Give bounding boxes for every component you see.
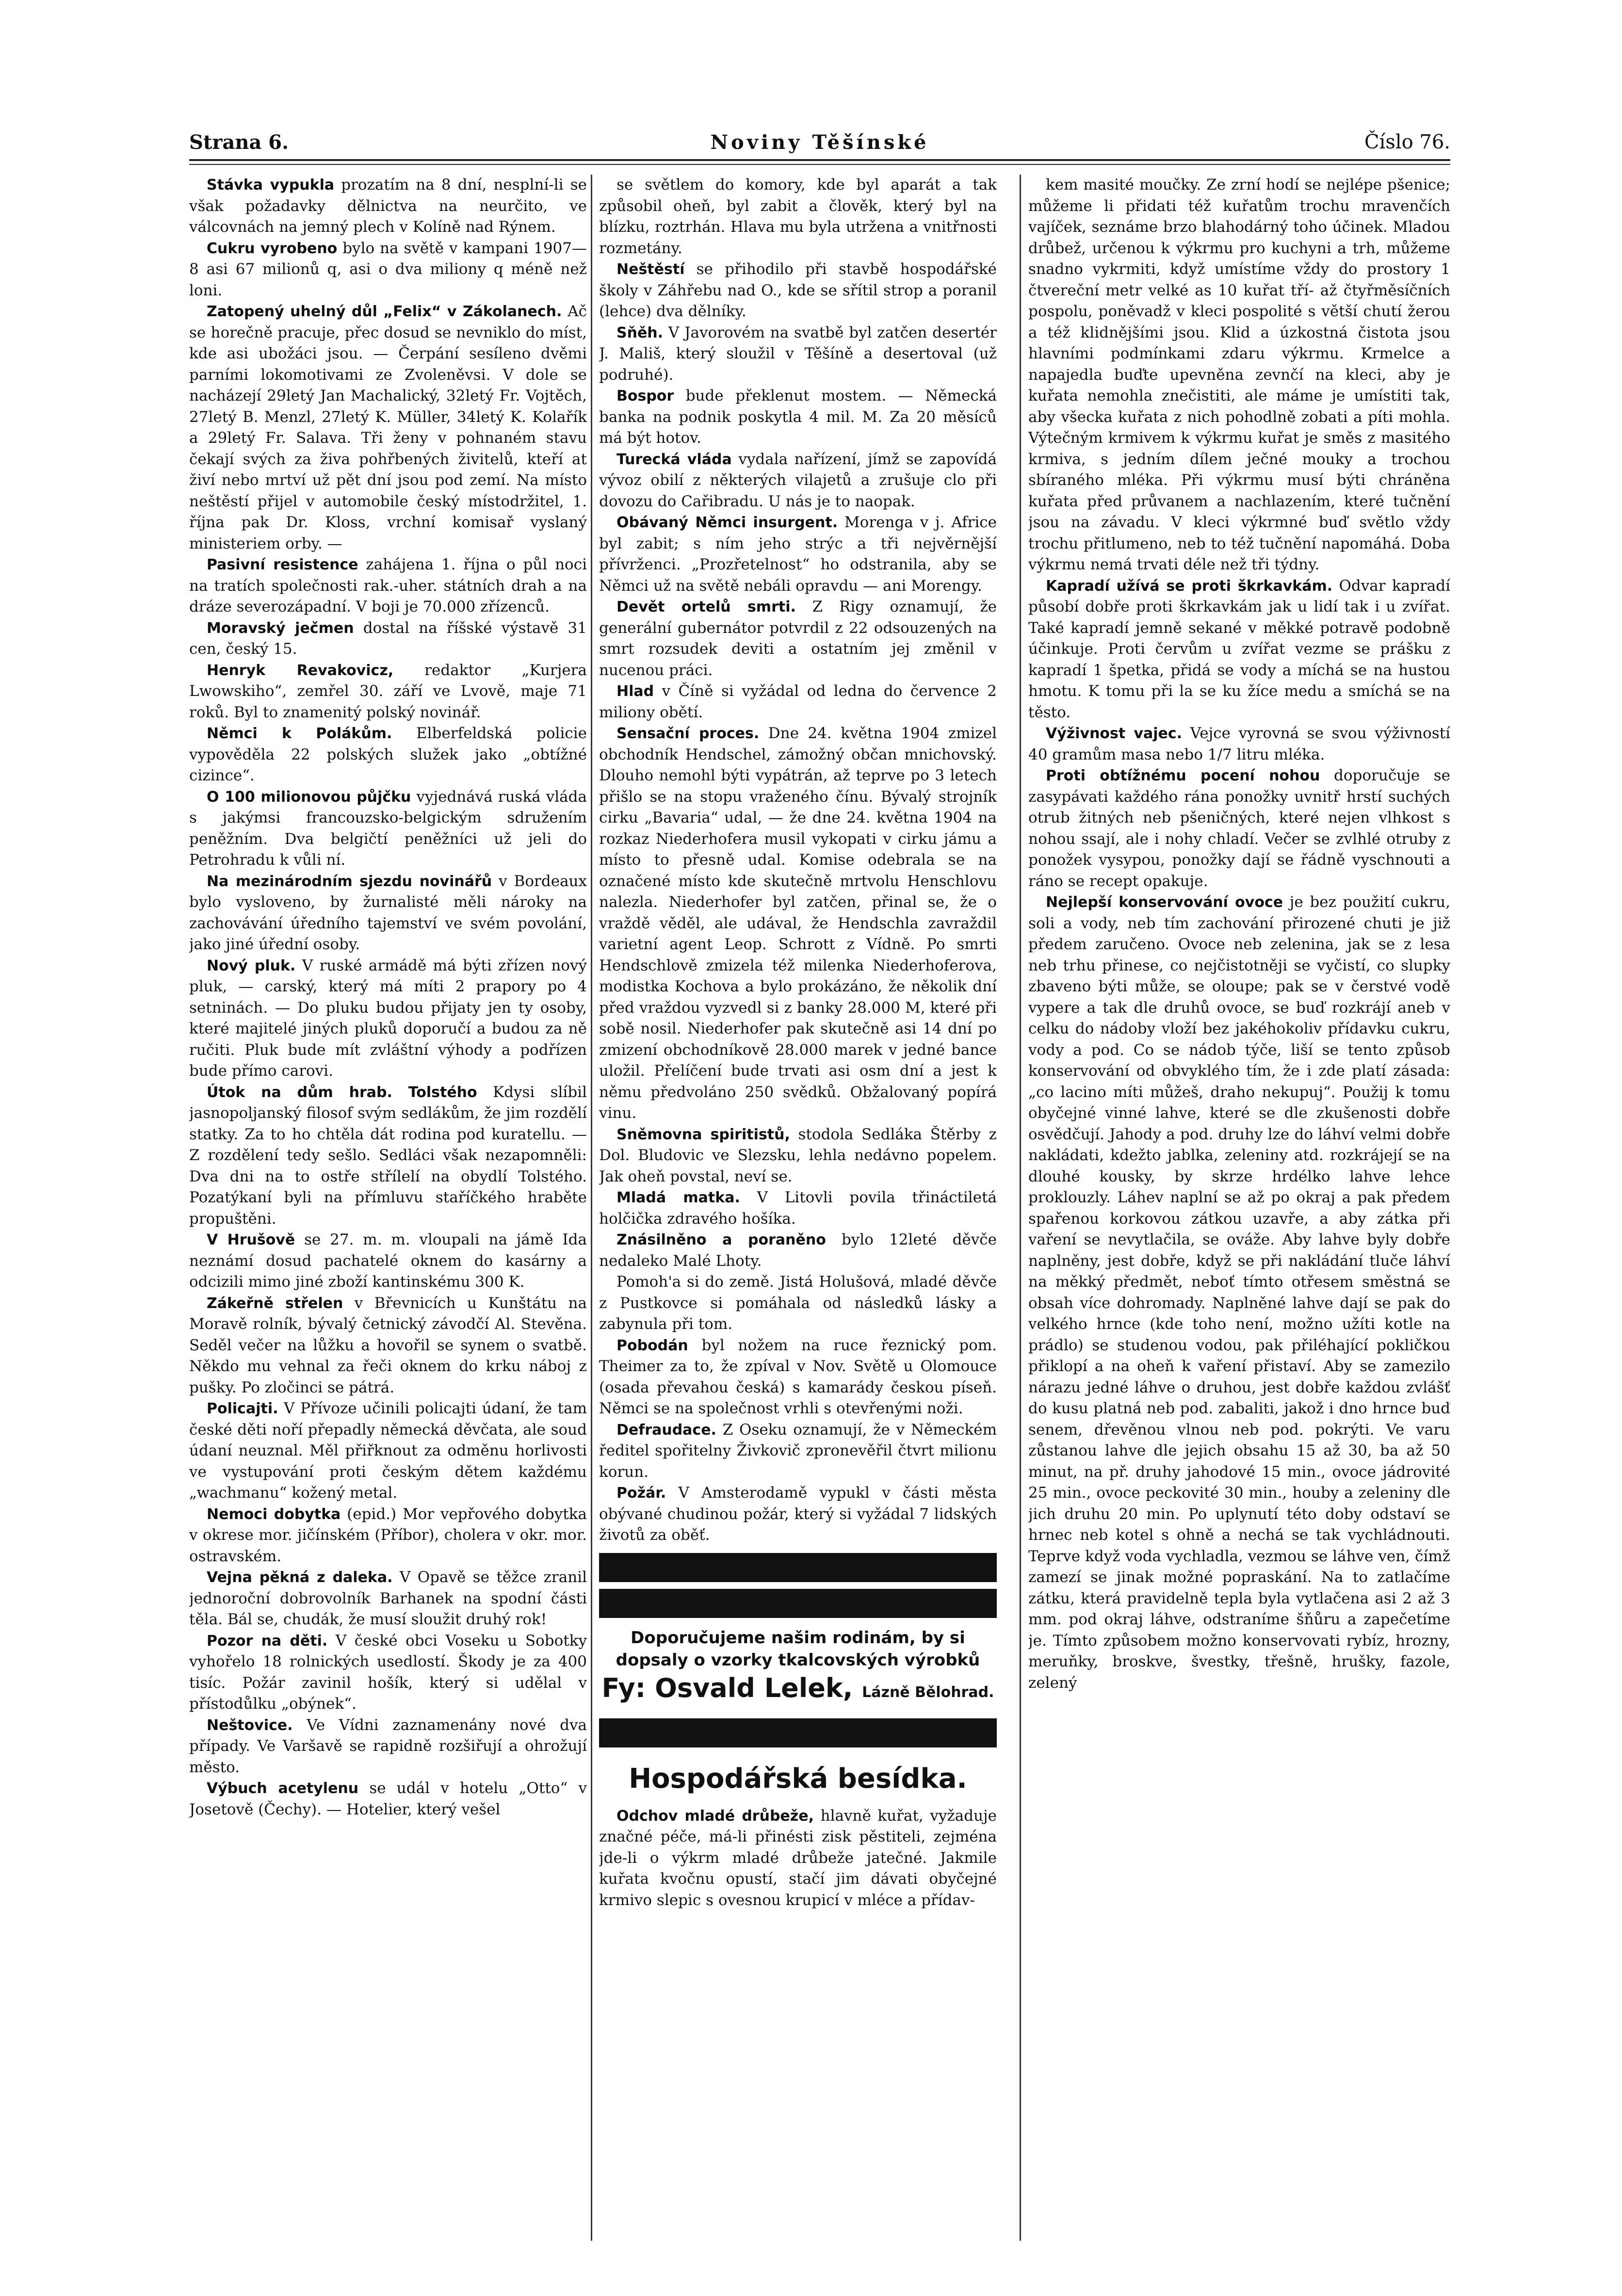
article-headline: O 100 milionovou půjčku [207, 788, 411, 806]
issue-number: Číslo 76. [1364, 131, 1450, 153]
article-text: Z Oseku oznamují, že v Německém ředitel spořitelny Živkovič zpronevěřil čtvrt milionu korun. [599, 1421, 997, 1481]
article-headline: Útok na dům hrab. Tolstého [207, 1083, 477, 1101]
article-headline: Výbuch acetylenu [207, 1780, 359, 1797]
article-text: Odvar kapradí působí dobře proti škrkavkám jak u lidí tak i u zvířat. Také kapradí jemně sekané v měkké potravě podobně účinkuje. Proti červům u zvířat vezme se prášku z kapradí 1 špetka, přidá se vody a míchá se na hustou hmotu. K tomu při la se ku žíce medu a smíchá se na těsto. [1028, 577, 1450, 721]
article-text: bude překlenut mostem. — Německá banka na podnik poskytla 4 mil. M. Za 20 měsíců má být hotov. [599, 387, 997, 447]
article-paragraph [599, 386, 997, 449]
article-text: je bez použití cukru, soli a vody, neb tím zachování přirozené chuti je již předem zaručeno. Ovoce neb zelenina, jak se z lesa neb trhu přinese, co nejčistotněji se vyčistí, co slupky zbaveno býti může, se oloupe; pak se v čerstvé vodě vypere a tak dle druhů ovoce, se buď rozkrájí aneb v celku do nádoby vloží bez jakéhokoliv přídavku cukru, vody a pod. Co se nádob týče, liší se tento způsob konservování od obvyklého tím, že i zde platí zásada: „co lacino míti můžeš, draho nekupuj“. Použij k tomu obyčejné vinné lahve, které se dle zkušenosti dobře osvědčují. Jahody a pod. druhy lze do láhví velmi dobře nakládati, kdežto jablka, zeleniny atd. rozkrájejí se na dlouhé kousky, by skrze hrdélko lahve lehce proklouzly. Láhev naplní se až po okraj a pak předem spařenou korkovou zátkou uzavře, a aby zátka při vaření se nevytlačila, se ováže. Aby lahve byly dobře naplněny, jest dobře, když se při nakládání tluče láhví na měkký předmět, neboť tímto otřesem směstná se obsah více dohromady. Naplněné lahve dají se pak do velkého hrnce (kde toho není, možno užíti kotle na prádlo) se studenou vodou, pak přiléhající pokličkou přiklopí a na oheň k vaření přistaví. Aby se zamezilo nárazu jedné láhve o druhou, jest dobře každou zvlášť do kusu platná neb pod. zabaliti, jakož i dno hrnce buď senem, dřevěnou vlnou neb pod. pokrýti. Ve varu zůstanou lahve dle jejich obsahu 15 až 30, ba až 50 minut, na př. druhy jahodové 15 min., ovoce jádrovité 25 min., ovoce peckovité 30 min., houby a zeleniny dle jich druhu 20 min. Po uplynutí této doby odstaví se hrnec neb kotel s ohně a nechá se tak vychládnouti. Teprve když voda vychladla, vezmou se láhve ven, čímž zamezí se jinak možné popraskání. Na to zatlačíme zátku, která pravidelně tepla byla vytlačena asi 2 až 3 mm. pod okraj láhve, odstraníme šňůru a zapečetíme je. Tímto způsobem možno konservovati rybíz, hrozny, meruňky, broskve, švestky, třešně, hrušky, fazole, zelený [1028, 893, 1450, 1692]
article-paragraph [189, 1229, 587, 1293]
article-text: V Amsterodamě vypukl v části města obývané chudinou požár, který si vyžádal 7 lidských životů za oběť. [599, 1484, 997, 1544]
article-paragraph [599, 1187, 997, 1229]
article-headline: Kapradí užívá se proti škrkavkám. [1046, 577, 1333, 595]
header-rule [189, 159, 1450, 161]
article-headline: Zatopený uhelný důl „Felix“ v Zákolanech. [207, 303, 562, 320]
article-headline: Obávaný Němci insurgent. [616, 514, 838, 531]
article-text: Pomoh'a si do země. Jistá Holušová, mladé děvče z Pustkovce si pomáhala od následků lásky a zabynula při tom. [599, 1273, 997, 1333]
article-text: V Přívoze učinili policajti údaní, že tam české děti noří přepadly německá děvčata, ale soud údaní neuznal. Měl přiřknout za odměnu horlivosti ve vystupování proti českým dětem každému „wachmanu“ kožený metal. [189, 1400, 587, 1502]
column-1 [189, 175, 587, 2241]
ad-prefix: Fy: [601, 1672, 646, 1703]
article-headline: Zákeřně střelen [207, 1294, 343, 1312]
newspaper-title: Noviny Těšínské [710, 131, 929, 154]
article-text: v Bordeaux bylo vysloveno, by žurnalisté měli nároky na zachovávání úředního tajemství ve svém povolání, jako jiné úřední osoby. [189, 872, 587, 953]
article-paragraph [189, 175, 587, 238]
article-text: Dne 24. května 1904 zmizel obchodník Hendschel, zámožný občan mnichovský. Dlouho nemohl býti vypátrán, až teprve po 3 letech přišlo se na stopu vraženého čínu. Bývalý strojník cirku „Bavaria“ udal, — že dne 24. května 1904 na rozkaz Niederhofera musil vykopati v cirku jámu a místo to přesně udal. Komise odebrala se na označené místo kde skutečně mrtvolu Henschlovu nalezla. Niederhofer byl zatčen, přinal se, že o vraždě věděl, ale udával, že Hendschla zavraždil varietní agent Leop. Schrott z Vídně. Po smrti Hendschlově zmizela též milenka Niederhoferova, modistka Kochova a bylo prokázáno, že několik dní před vraždou vyzvedl si z banky 28.000 M, které při sobě nosil. Niederhofer pak skutečně asi 14 dní po zmizení obchodníkově 28.000 marek v jedné bance uložil. Přelíčení bude trvati asi osm dní a jest k němu předvoláno 250 svědků. Obžalovaný popírá vinu. [599, 725, 997, 1122]
article-paragraph [189, 238, 587, 302]
article-paragraph [189, 723, 587, 787]
article-paragraph [189, 660, 587, 724]
article-paragraph [189, 554, 587, 618]
article-paragraph [1028, 175, 1450, 576]
article-headline: Na mezinárodním sjezdu novinářů [207, 873, 492, 890]
article-text: dostal na říšské výstavě 31 cen, český 15. [189, 619, 587, 658]
article-headline: Pasivní resistence [207, 556, 358, 573]
article-headline: Nemoci dobytka [207, 1505, 341, 1523]
article-headline: Znásilněno a poraněno [616, 1231, 826, 1248]
article-text: vyjednává ruská vláda s jakýmsi francouzsko-belgickým sdružením peněžním. Dva belgičtí peněžníci už jeli do Petrohradu k vůli ní. [189, 788, 587, 869]
article-headline: Nejlepší konservování ovoce [1046, 894, 1283, 911]
article-paragraph [189, 955, 587, 1082]
column-2 [599, 175, 997, 2241]
article-headline: Nový pluk. [207, 957, 296, 974]
article-paragraph [599, 1335, 997, 1420]
article-paragraph [1028, 892, 1450, 1694]
article-text: V ruské armádě má býti zřízen nový pluk, — carský, který má míti 2 prapory po 4 setninách. — Do pluku budou přijaty jen ty osoby, které majitelé jiných pluků doporučí a budou za ně ručiti. Pluk bude mít zvláštní výhody a podřízen bude přímo carovi. [189, 956, 587, 1080]
article-headline: Němci k Polákům. [207, 725, 392, 742]
article-headline: Devět ortelů smrti. [616, 598, 796, 615]
ad-location: Lázně Bělohrad. [862, 1683, 994, 1701]
article-headline: Turecká vláda [616, 451, 732, 468]
article-paragraph [599, 512, 997, 597]
article-headline: Henryk Revakovicz, [207, 662, 394, 679]
article-paragraph [599, 323, 997, 386]
article-headline: Policajti. [207, 1400, 278, 1417]
article-headline: Vejna pěkná z daleka. [207, 1569, 393, 1586]
article-text: V Javorovém na svatbě byl zatčen desertér J. Mališ, který sloužil v Těšíně a desertoval (už podruhé). [599, 323, 997, 384]
article-text: se světlem do komory, kde byl aparát a tak způsobil oheň, byl zabit a člověk, který byl na blízku, roztrhán. Hlava mu byla utržena a vnitřnosti rozmetány. [599, 176, 997, 257]
column-divider-1 [591, 175, 592, 2241]
article-text: v Číně si vyžádal od ledna do července 2 miliony obětí. [599, 682, 997, 721]
article-headline: Stávka vypukla [207, 177, 335, 194]
article-headline: Sňěh. [616, 324, 664, 341]
article-text: se 27. m. m. vloupali na jámě Ida neznámí dosud pachatelé oknem do kasárny a odcizili mimo jiné zboží kantinskému 300 K. [189, 1231, 587, 1291]
article-paragraph [189, 1504, 587, 1568]
article-paragraph [189, 1293, 587, 1399]
article-paragraph [189, 1567, 587, 1631]
article-text: V Opavě se těžce zranil jednoroční dobrovolník Barhanek na spodní části těla. Bál se, chudák, že musí sloužit druhý rok! [189, 1568, 587, 1628]
article-text: kem masité moučky. Ze zrní hodí se nejlépe pšenice; můžeme li přidati též kuřatům trochu mravenčích vajíček, seznáme brzo blahodárný toho účinek. Mladou drůbež, určenou k výkrmu pro kuchyni a trh, můžeme snadno vykrmiti, když umístíme vždy do prostory 1 čtvereční metr velké as 10 kuřat tří- až čtyřměsíčních pospolu, poněvadž v kleci pospolité s větší chutí žerou a též klidnějšími jsou. Klid a úzkostná čistota jsou hlavními podmínkami zdaru výkrmu. Krmelce a napajedla buďte upevněna zevnčí na kleci, aby je kuřata nemohla znečistiti, ale máme je umístiti tak, aby všecka kuřata z nich pohodlně zobati a píti mohla. Výtečným krmivem k výkrmu kuřat je směs z masitého krmiva, s jedním dílem ječné mouky a trochou sbíraného mléka. Při výkrmu musí býti chráněna kuřata před průvanem a nachlazením, které tučnění jsou na závadu. V kleci výkrmné buď světlo vždy trochu přitlumeno, neb to též tučnění napomáhá. Doba výkrmu nemá trvati déle než tři týdny. [1028, 176, 1450, 573]
ad-company-line [599, 1671, 997, 1710]
article-paragraph [189, 301, 587, 554]
article-text: V české obci Voseku u Sobotky vyhořelo 18 rolnických usedlostí. Škody je za 400 tisíc. Požár zavinil hošík, který si udělal v přístodůlku „obýnek“. [189, 1632, 587, 1713]
article-headline: Výživnost vajec. [1046, 725, 1183, 742]
article-text: Ač se horečně pracuje, přec dosud se nevniklo do míst, kde asi ubožáci jsou. — Čerpání sesíleno dvěmi parními lokomotivami ze Zvoleněvsi. V dole se nacházejí 29letý Jan Machalický, 32letý Fr. Vojtěch, 27letý B. Menzl, 27letý K. Müller, 34letý K. Kolařík a 29letý Fr. Salava. Tři ženy v pohnaném stavu čekají svých za živa pohřbených živitelů, kteří at živí nebo mrtví už pět dní jsou pod zemí. Na místo neštěstí přijel v automobile český místodržitel, 1. října pak Dr. Kloss, vrchní komisař vyslaný ministeriem orby. — [189, 303, 587, 552]
article-paragraph [189, 1398, 587, 1504]
article-headline: Sensační proces. [616, 725, 760, 742]
advertisement [599, 1627, 997, 1710]
article-paragraph [599, 723, 997, 1124]
article-headline: V Hrušově [207, 1231, 295, 1248]
article-paragraph [599, 1483, 997, 1546]
article-text: Morenga v j. Africe byl zabit; s ním jeho strýc a tři nejvěrnější přívrženci. „Prozřetelnost“ ho odstranila, aby se Němci už na světě nebáli opravdu — ani Morengy. [599, 514, 997, 595]
article-text: stodola Sedláka Štěrby z Dol. Bludovic ve Slezsku, lehla nedávno popelem. Jak oheň povstal, neví se. [599, 1125, 997, 1185]
article-text: hlavně kuřat, vyžaduje značné péče, má-li přinésti zisk pěstiteli, zejména jde-li o výkrm mladé drůbeže jatečné. Jakmile kuřata kvočnu opustí, stačí jim dávati obyčejné krmivo slepic s ovesnou krupicí v mléce a přídav- [599, 1807, 997, 1909]
page-header [189, 126, 1450, 160]
article-paragraph [599, 1806, 997, 1911]
ad-text: Doporučujeme našim rodinám, by si dopsaly o vzorky tkalcovských výrobků [616, 1628, 980, 1670]
article-paragraph [599, 1124, 997, 1188]
article-headline: Mladá matka. [616, 1189, 740, 1206]
article-headline: Pobodán [616, 1337, 688, 1354]
column-3 [1028, 175, 1450, 2241]
article-paragraph [189, 618, 587, 660]
ad-border-top-2 [599, 1589, 997, 1618]
section-title: Hospodářská besídka. [629, 1762, 967, 1795]
article-headline: Pozor na děti. [207, 1632, 328, 1649]
article-paragraph [189, 1778, 587, 1820]
article-text: Elberfeldská policie vypověděla 22 polských služek jako „obtížné cizince“. [189, 725, 587, 784]
article-paragraph [599, 259, 997, 323]
newspaper-page [189, 126, 1450, 2250]
article-text: doporučuje se zasypávati každého rána ponožky uvnitř hrstí suchých otrub žitných neb pšeničných, které nejen vlhkost s nohou ssají, ale i nohy chladí. Večer se zvlhlé otruby z ponožek vysypou, ponožky dají se řádně vyschnouti a ráno se recept opakuje. [1028, 767, 1450, 890]
ad-company-name: Osvald Lelek, [655, 1672, 853, 1703]
ad-border-top [599, 1553, 997, 1582]
ad-border-bottom [599, 1718, 997, 1747]
article-headline: Požár. [616, 1485, 666, 1502]
article-text: vydala nařízení, jímž se zapovídá vývoz obilí z některých vilajetů a zrušuje clo při dovozu do Cařibradu. U nás je to naopak. [599, 450, 997, 510]
article-paragraph [599, 449, 997, 513]
article-text: se přihodilo při stavbě hospodářské školy v Záhřebu nad O., kde se sřítil strop a poranil (lehce) dva dělníky. [599, 260, 997, 320]
article-paragraph [599, 1420, 997, 1483]
article-headline: Odchov mladé drůbeže, [616, 1807, 814, 1825]
article-paragraph [599, 1229, 997, 1272]
column-divider-2 [1020, 175, 1021, 2241]
article-text: V Litovli povila třináctiletá holčička zdravého hošíka. [599, 1189, 997, 1228]
article-paragraph [599, 597, 997, 681]
article-paragraph [1028, 576, 1450, 724]
article-text: Z Rigy oznamují, že generální gubernátor potvrdil z 22 odsouzených na smrt rozsudek deviti a ostatním jej změnil v nucenou práci. [599, 598, 997, 679]
page-number: Strana 6. [189, 131, 289, 154]
article-headline: Neštovice. [207, 1716, 293, 1734]
article-headline: Neštěstí [616, 261, 685, 278]
article-text: Kdysi slíbil jasnopoljanský filosof svým sedlákům, že jim rozdělí statky. Za to ho chtěla dát rodina pod kuratellu. — Z rozdělení tedy sešlo. Sedláci však nezapomněli: Dva dni na to ostře střílelí na obydlí Tolstého. Pozatýkaní byli na přímluvu staříčkého hraběte propuštěni. [189, 1083, 587, 1228]
article-text: v Břevnicích u Kunštátu na Moravě rolník, bývalý četnický závodčí Al. Stevěna. Seděl večer na lůžku a hovořil se synem o svatbě. Někdo mu vehnal za řeči oknem do krku náboj z pušky. Po zločinci se pátrá. [189, 1294, 587, 1396]
article-text: bylo 12leté děvče nedaleko Malé Lhoty. [599, 1231, 997, 1270]
article-paragraph [189, 1715, 587, 1779]
article-headline: Cukru vyrobeno [207, 240, 338, 257]
article-paragraph [599, 681, 997, 723]
article-paragraph [1028, 765, 1450, 892]
article-headline: Bospor [616, 388, 674, 404]
header-rule-thin [189, 164, 1450, 165]
article-text: (epid.) Mor vepřového dobytka v okrese mor. jičínském (Příbor), cholera v okr. mor. ostravském. [189, 1505, 587, 1565]
article-paragraph [599, 175, 997, 259]
column-2-section-articles [599, 1806, 997, 1911]
article-headline: Defraudace. [616, 1421, 716, 1439]
article-paragraph [189, 1631, 587, 1715]
article-text: byl nožem na ruce řeznický pom. Theimer za to, že zpíval v Nov. Světě u Olomouce (osada převahou česká) s kamarády českou píseň. Němci se na společnost vrhli s otevřenými noži. [599, 1336, 997, 1417]
article-text: redaktor „Kurjera Lwowskiho“, zemřel 30. září ve Lvově, maje 71 roků. Byl to znamenitý polský novinář. [189, 661, 587, 721]
article-text: se udál v hotelu „Otto“ v Josetově (Čechy). — Hotelier, který vešel [189, 1779, 587, 1818]
article-headline: Sněmovna spiritistů, [616, 1126, 790, 1143]
article-paragraph [189, 1082, 587, 1230]
article-paragraph [189, 871, 587, 955]
article-text: bylo na světě v kampani 1907—8 asi 67 milionů q, asi o dva miliony q méně než loni. [189, 239, 587, 299]
article-headline: Proti obtížnému pocení nohou [1046, 767, 1320, 784]
article-paragraph [189, 787, 587, 871]
article-text: zahájena 1. října o půl noci na tratích společnosti rak.-uher. státních drah a na dráze severozápadní. V boji je 70.000 zřízenců. [189, 556, 587, 615]
article-text: Vejce vyrovná se svou výživností 40 gramům masa nebo 1/7 litru mléka. [1028, 725, 1450, 763]
article-paragraph [1028, 723, 1450, 765]
article-text: Ve Vídni zaznamenány nové dva případy. Ve Varšavě se rapidně rozšiřují a ohrožují město. [189, 1716, 587, 1776]
article-paragraph [599, 1272, 997, 1335]
column-2-articles [599, 175, 997, 1546]
article-headline: Hlad [616, 683, 654, 700]
article-text: prozatím na 8 dní, nesplní-li se však požadavky dělnictva na neurčito, ve válcovnách na jemný plech v Kolíně nad Rýnem. [189, 176, 587, 236]
article-headline: Moravský ječmen [207, 619, 354, 637]
